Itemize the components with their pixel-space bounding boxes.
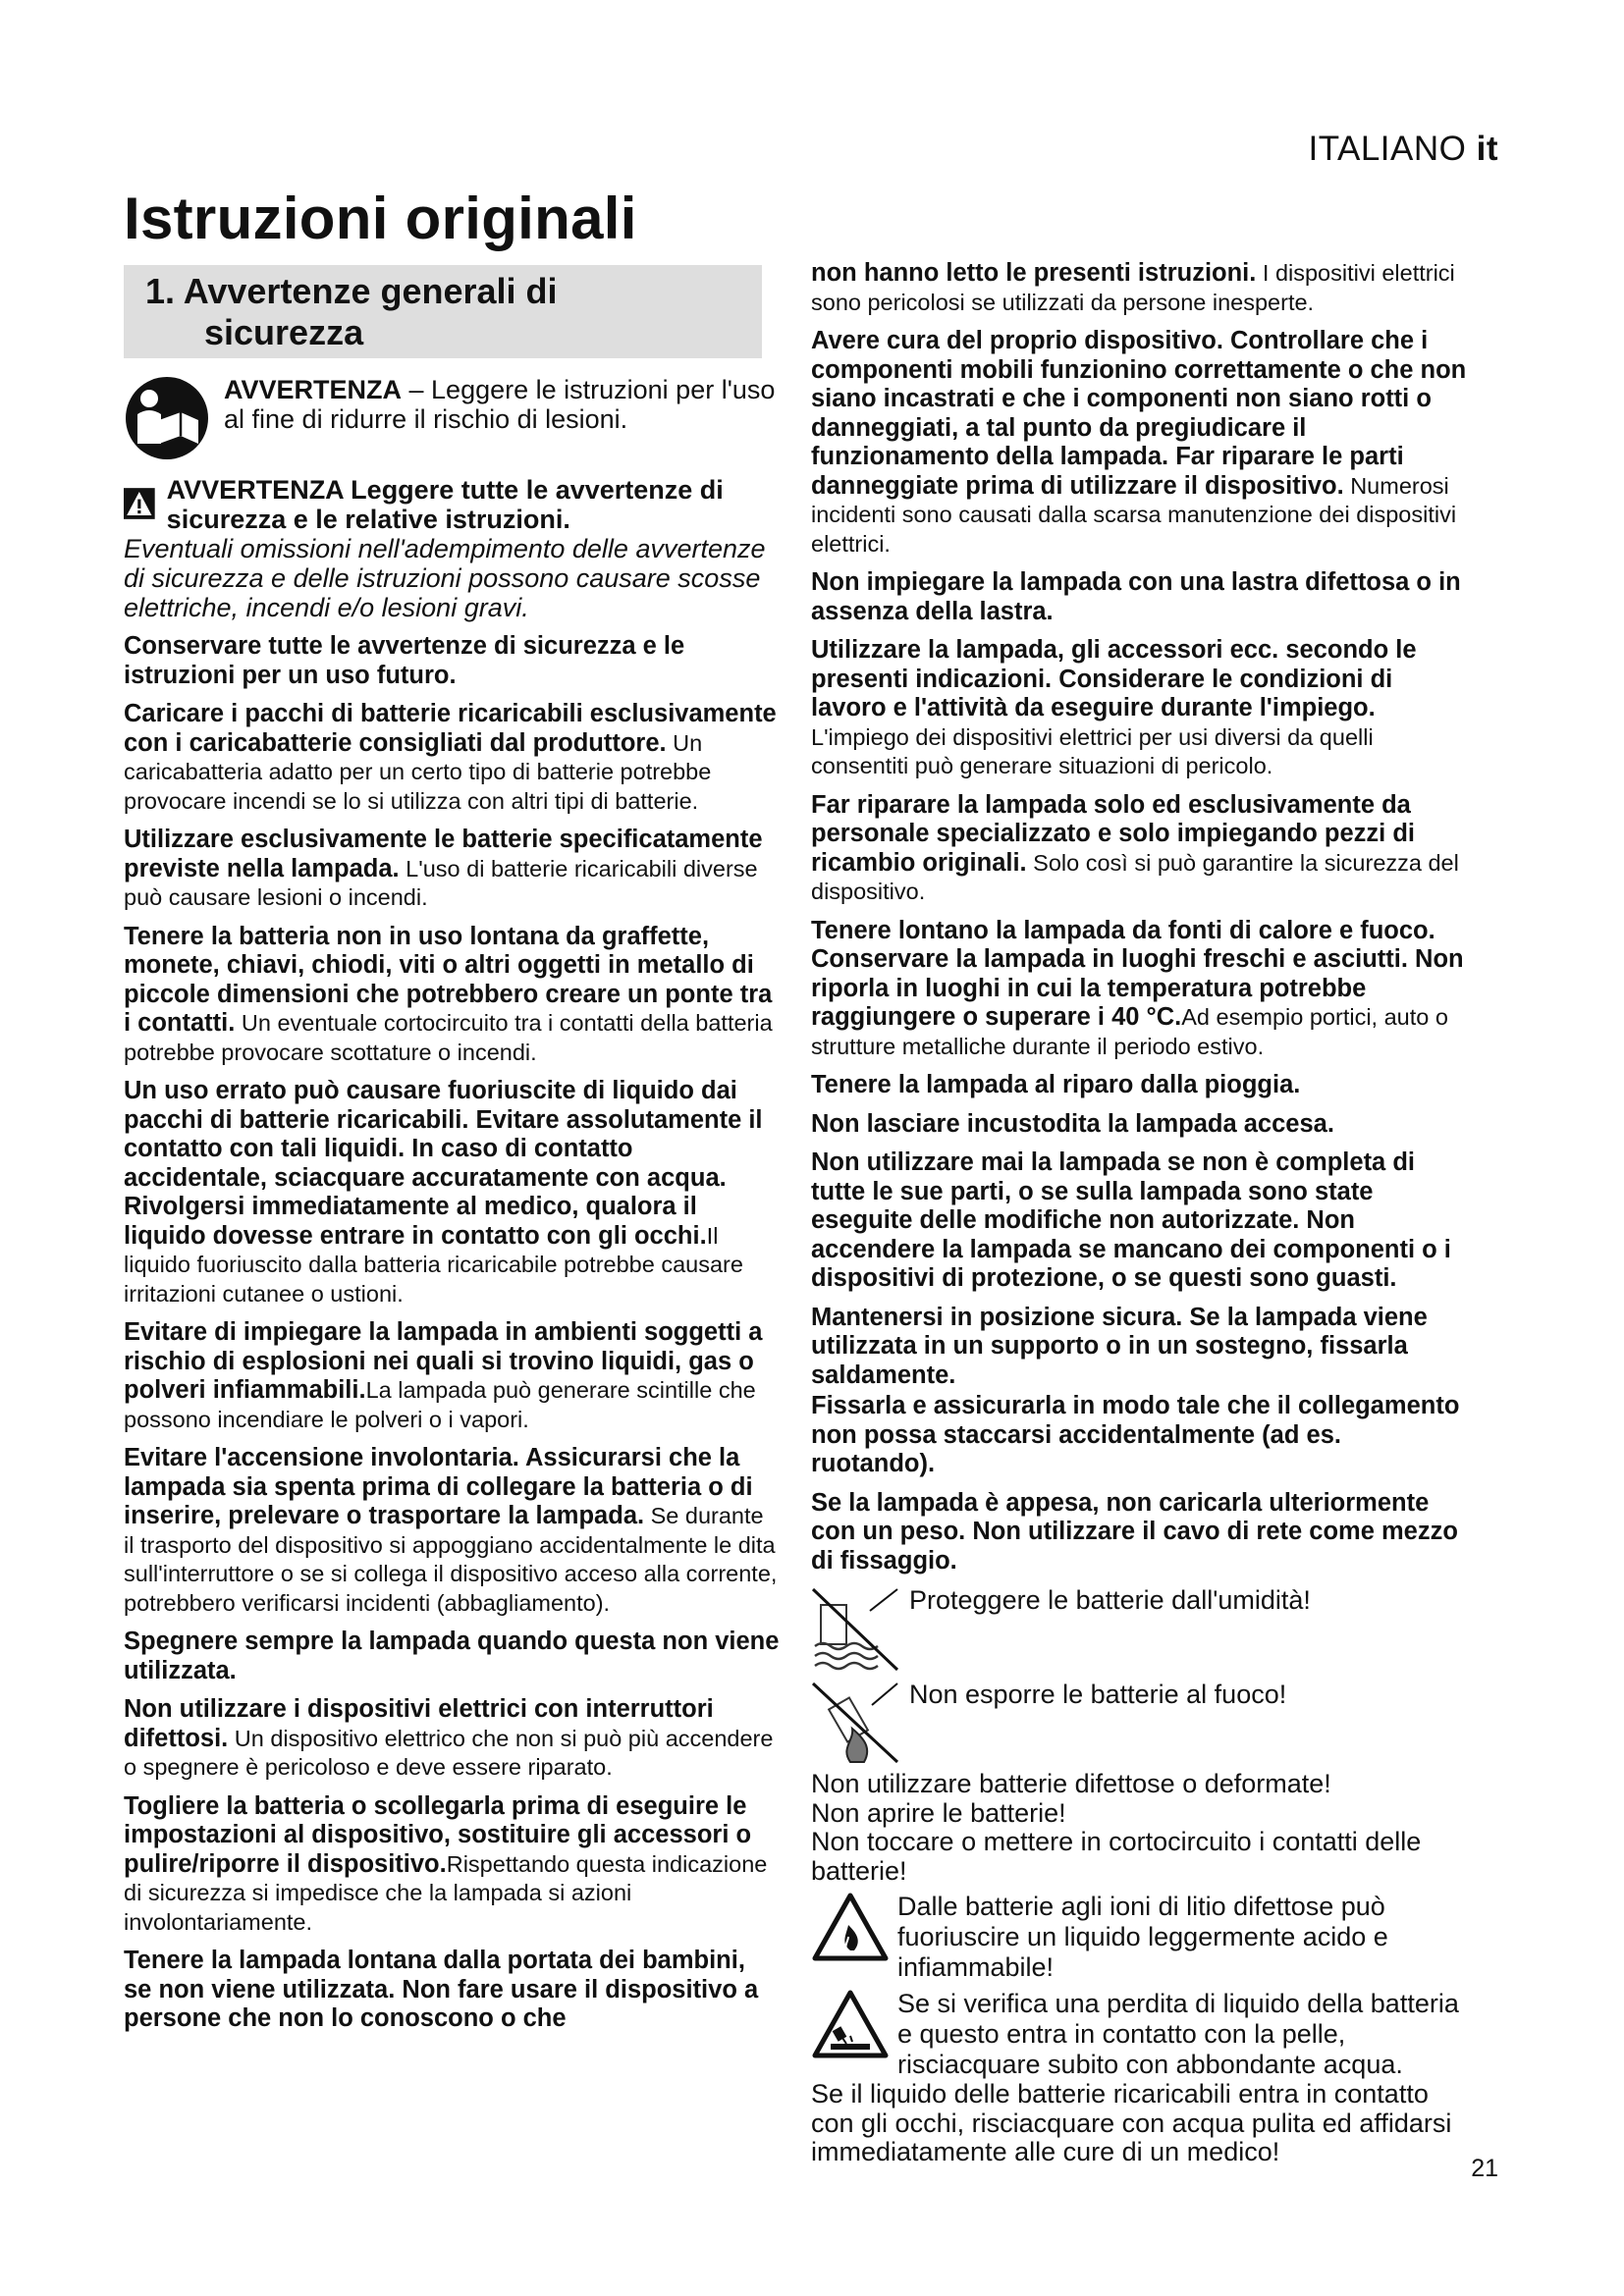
manual-warning-text: – Leggere le istruzioni per l'uso al fine di ridurre il rischio di lesioni. [224,375,776,434]
no-moisture-text: Proteggere le batterie dall'umidità! [909,1585,1311,1615]
general-warning-bold: AVVERTENZA Leggere tutte le avvertenze di sicurezza e le relative istruzioni. [166,475,724,534]
flammable-warning-icon [811,1892,890,1962]
no-fire-row [811,1680,1469,1764]
left-paragraph-10: Togliere la batteria o scollegarla prima di eseguire le impostazioni al dispositivo, sostituire gli accessori o pulire/riporre il dispositivo.Rispettando questa indicazione di sicurezza si impedisce che la lampada si azioni involontariamente. [124,1791,768,1935]
right-paragraph-11: Fissarla e assicurarla in modo tale che il collegamento non possa staccarsi accidentalmente (ad es. ruotando). [811,1392,1460,1477]
read-manual-icon [124,375,210,461]
general-warning-italic: Eventuali omissioni nell'adempimento delle avvertenze di sicurezza e delle istruzioni possono causare scosse elettriche, incendi e/o lesioni gravi. [124,534,766,622]
right-paragraph-9: Non utilizzare mai la lampada se non è completa di tutte le sue parti, o se sulla lampada sono state eseguite delle modifiche non autorizzate. Non accendere la lampada se mancano dei componenti o i dispositivi di protezione, o se questi sono guasti. [811,1148,1451,1292]
page-title: Istruzioni originali [124,186,637,251]
right-paragraph-2: Avere cura del proprio dispositivo. Controllare che i componenti mobili funzionino correttamente o che non siano incastrati e che i componenti non siano rotti o danneggiati, a tal punto da pregiudicare il funzionamento della lampada. Far riparare le parti danneggiate prima di utilizzare il dispositivo. Numerosi incidenti sono causati dalla scarsa manutenzione dei dispositivi elettrici. [811,327,1467,557]
section-title-line1: Avvertenze generali di [183,271,558,311]
right-paragraph-12: Se la lampada è appesa, non caricarla ulteriormente con un peso. Non utilizzare il cavo di rete come mezzo di fissaggio. [811,1488,1458,1575]
left-paragraph-3: Utilizzare esclusivamente le batterie specificatamente previste nella lampada. L'uso di batterie ricaricabili diverse può causare lesioni o incendi. [124,826,763,910]
right-paragraph-6: Tenere lontano la lampada da fonti di calore e fuoco. Conservare la lampada in luoghi freschi e asciutti. Non riporla in luoghi in cui la temperatura potrebbe raggiungere o superare i 40 °C.Ad esempio portici, auto o strutture metalliche durante il periodo estivo. [811,916,1464,1059]
corrosive-warning-row [811,1989,1469,2080]
right-paragraph-7: Tenere la lampada al riparo dalla pioggia. [811,1071,1301,1098]
right-paragraph-3: Non impiegare la lampada con una lastra difettosa o in assenza della lastra. [811,568,1461,625]
corrosive-warning-text: Se si verifica una perdita di liquido della batteria e questo entra in contatto con la pelle, risciacquare subito con abbondante acqua. [897,1989,1459,2079]
left-paragraph-7: Evitare l'accensione involontaria. Assicurarsi che la lampada sia spenta prima di collegare la batteria o di inserire, prelevare o trasportare la lampada. Se durante il trasporto del dispositivo si appoggiano accidentalmente le dita sull'interruttore o se si collega il dispositivo acceso alla corrente, potrebbero verificarsi incidenti (abbagliamento). [124,1444,778,1616]
section-heading [124,265,762,358]
left-paragraph-1: Conservare tutte le avvertenze di sicurezza e le istruzioni per un uso futuro. [124,632,685,689]
left-paragraph-8: Spegnere sempre la lampada quando questa non viene utilizzata. [124,1628,780,1684]
language-code: it [1476,130,1498,168]
no-short-circuit: Non toccare o mettere in cortocircuito i contatti delle batterie! [811,1827,1422,1886]
right-column [811,259,1469,2167]
general-warning [124,475,780,622]
right-paragraph-8: Non lasciare incustodita la lampada accesa. [811,1109,1334,1138]
right-paragraph-4: Utilizzare la lampada, gli accessori ecc. secondo le presenti indicazioni. Considerare le condizioni di lavoro e l'attività da eseguire durante l'impiego. L'impiego dei dispositivi elettrici per usi diversi da quelli consentiti può generare situazioni di pericolo. [811,636,1417,778]
corrosive-warning-continued: Se il liquido delle batterie ricaricabili entra in contatto con gli occhi, risciacquare con acqua pulita ed affidarsi immediatamente alle cure di un medico! [811,2079,1452,2166]
left-paragraph-6: Evitare di impiegare la lampada in ambienti soggetti a rischio di esplosioni nei quali si trovino liquidi, gas o polveri infiammabili.La lampada può generare scintille che possono incendiare le polveri o i vapori. [124,1318,763,1432]
right-paragraph-1: non hanno letto le presenti istruzioni. I dispositivi elettrici sono pericolosi se utilizzati da persone inesperte. [811,259,1455,315]
section-number: 1. [145,271,176,311]
flammable-warning-text: Dalle batterie agli ioni di litio difettose può fuoriuscire un liquido leggermente acido e infiammabile! [897,1892,1388,1982]
language-header [1308,130,1498,169]
no-fire-icon [811,1680,901,1764]
flammable-warning-row [811,1892,1469,1983]
no-fire-text: Non esporre le batterie al fuoco! [909,1680,1287,1709]
no-moisture-row [811,1585,1469,1674]
warning-triangle-icon [124,479,155,528]
left-paragraph-4: Tenere la batteria non in uso lontana da graffette, monete, chiavi, chiodi, viti o altri oggetti in metallo di piccole dimensioni che potrebbero creare un ponte tra i contatti. Un eventuale cortocircuito tra i contatti della batteria potrebbe provocare scottature o incendi. [124,922,773,1065]
corrosive-warning-icon [811,1989,890,2059]
left-paragraph-2: Caricare i pacchi di batterie ricaricabili esclusivamente con i caricabatterie consigliati dal produttore. Un caricabatteria adatto per un certo tipo di batterie potrebbe provocare incendi se lo si utilizza con altri tipi di batterie. [124,700,777,814]
no-defective-batteries: Non utilizzare batterie difettose o deformate! [811,1769,1331,1798]
left-paragraph-11: Tenere la lampada lontana dalla portata dei bambini, se non viene utilizzata. Non fare usare il dispositivo a persone che non lo conoscono o che [124,1947,759,2032]
right-paragraph-10: Mantenersi in posizione sicura. Se la lampada viene utilizzata in un supporto o in un sostegno, fissarla saldamente. [811,1303,1428,1389]
page-number: 21 [1471,2155,1498,2182]
corrosive-warning-block [811,1989,1469,2167]
no-open-batteries: Non aprire le batterie! [811,1797,1066,1828]
language-name: ITALIANO [1308,130,1467,168]
left-paragraph-9: Non utilizzare i dispositivi elettrici con interruttori difettosi. Un dispositivo elettrico che non si può più accendere o spegnere è pericoloso e deve essere riparato. [124,1695,774,1780]
manual-warning [124,375,780,461]
right-paragraph-5: Far riparare la lampada solo ed esclusivamente da personale specializzato e solo impiegando pezzi di ricambio originali. Solo così si può garantire la sicurezza del dispositivo. [811,790,1459,904]
section-title-line2: sicurezza [204,312,364,352]
left-paragraph-5: Un uso errato può causare fuoriuscite di liquido dai pacchi di batterie ricaricabili. Evitare assolutamente il contatto con tali liquidi. In caso di contatto accidentale, sciacquare accuratamente con acqua. Rivolgersi immediatamente al medico, qualora il liquido dovesse entrare in contatto con gli occhi.Il liquido fuoriuscito dalla batteria ricaricabile potrebbe causare irritazioni cutanee o ustioni. [124,1077,763,1307]
no-moisture-icon [811,1585,901,1674]
manual-warning-label: AVVERTENZA [224,375,403,404]
left-column [124,375,780,2044]
